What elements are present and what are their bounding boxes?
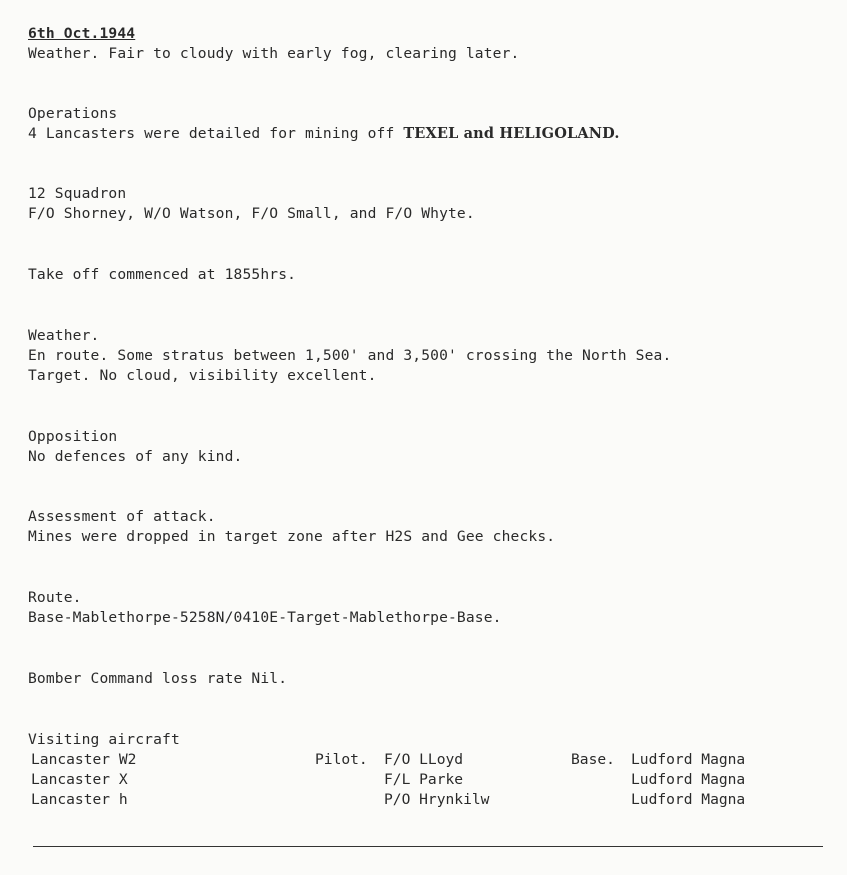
visiting-base-3: Ludford Magna [631, 791, 746, 808]
operations-text-prefix: 4 Lancasters were detailed for mining off [28, 125, 404, 142]
operations-heading: Operations [28, 105, 118, 122]
route-heading: Route. [28, 589, 82, 606]
visiting-aircraft-2: Lancaster X [31, 771, 128, 788]
loss-rate: Bomber Command loss rate Nil. [28, 670, 288, 687]
visiting-heading: Visiting aircraft [28, 731, 180, 748]
base-label: Base. [571, 751, 615, 768]
opposition-text: No defences of any kind. [28, 448, 243, 465]
opposition-heading: Opposition [28, 428, 118, 445]
visiting-aircraft-1: Lancaster W2 [31, 751, 137, 768]
takeoff-time: Take off commenced at 1855hrs. [28, 266, 297, 283]
weather-summary: Weather. Fair to cloudy with early fog, clearing later. [28, 45, 520, 62]
operations-target: TEXEL and HELIGOLAND. [403, 125, 620, 142]
visiting-base-2: Ludford Magna [631, 771, 746, 788]
visiting-pilot-2: F/L Parke [384, 771, 464, 788]
visiting-aircraft-3: Lancaster h [31, 791, 128, 808]
closing-rule [33, 846, 823, 847]
operations-text [28, 124, 620, 144]
pilot-label: Pilot. [315, 751, 368, 768]
assessment-text: Mines were dropped in target zone after H2S and Gee checks. [28, 528, 556, 545]
route-text: Base-Mablethorpe-5258N/0410E-Target-Mablethorpe-Base. [28, 609, 502, 626]
visiting-pilot-1: F/O LLoyd [384, 751, 464, 768]
assessment-heading: Assessment of attack. [28, 508, 216, 525]
weather-target: Target. No cloud, visibility excellent. [28, 367, 377, 384]
visiting-pilot-3: P/O Hrynkilw [384, 791, 490, 808]
weather-en-route: En route. Some stratus between 1,500' and 3,500' crossing the North Sea. [28, 347, 672, 364]
squadron-heading: 12 Squadron [28, 185, 127, 202]
squadron-crews: F/O Shorney, W/O Watson, F/O Small, and F/O Whyte. [28, 205, 475, 222]
visiting-base-1: Ludford Magna [631, 751, 746, 768]
entry-date: 6th Oct.1944 [28, 25, 136, 42]
weather-heading: Weather. [28, 327, 100, 344]
